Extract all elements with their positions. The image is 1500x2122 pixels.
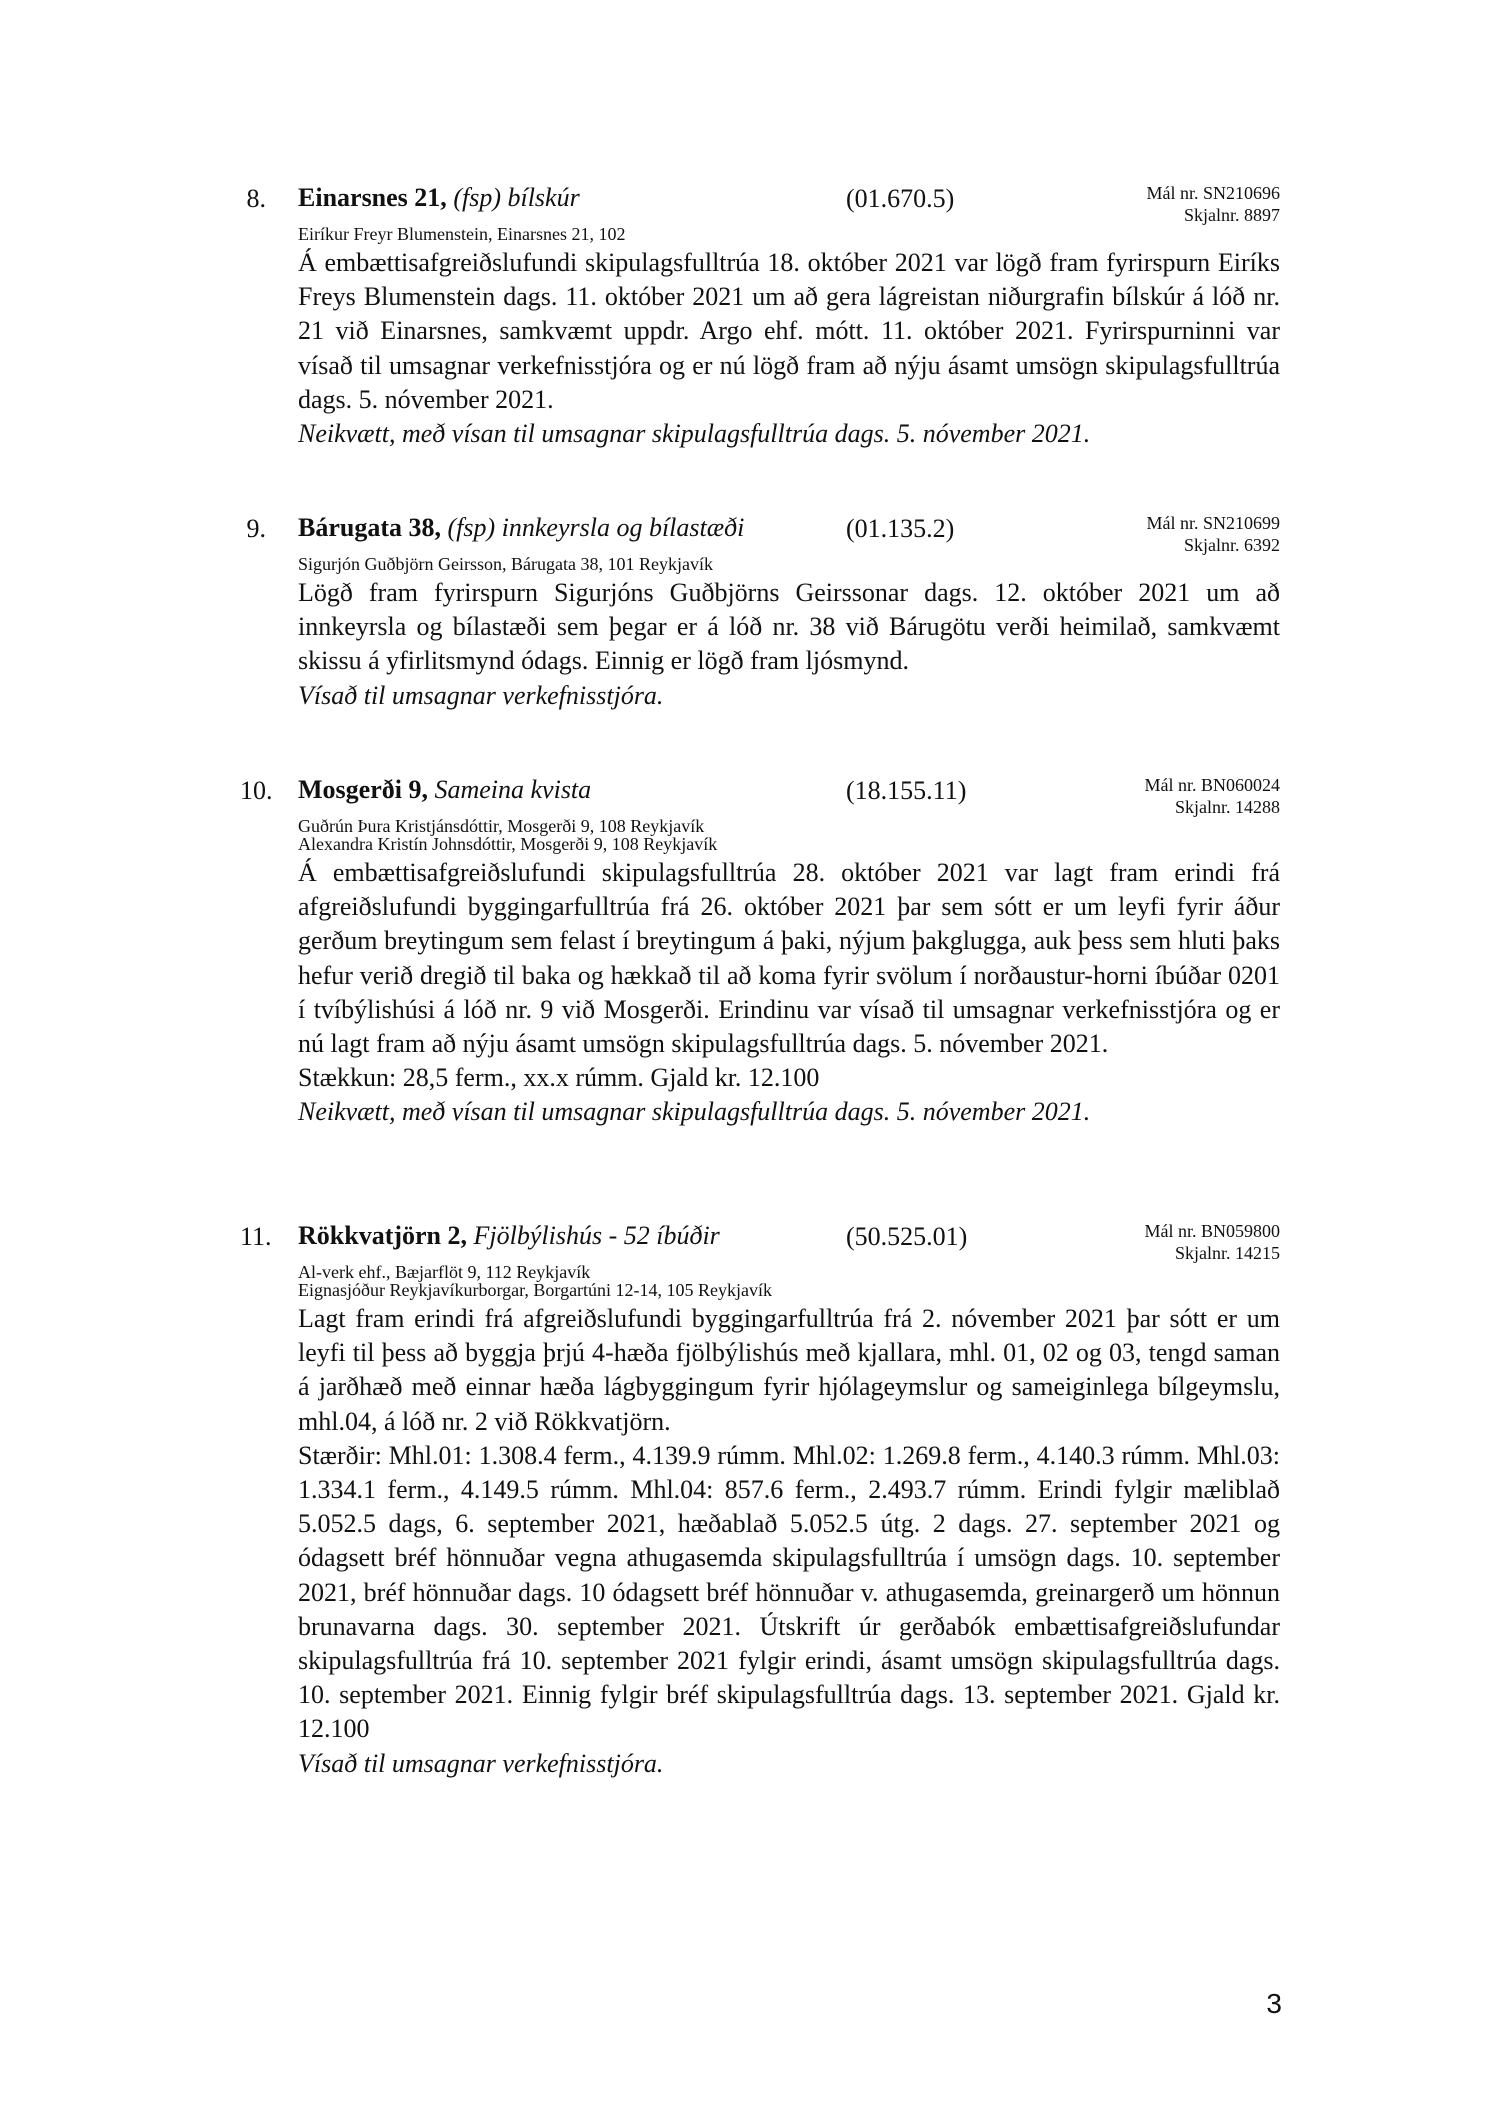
page-number: 3 <box>1266 1988 1282 2019</box>
applicant: Sigurjón Guðbjörn Geirsson, Bárugata 38, 101 Reykjavík <box>298 554 713 574</box>
land-number: (50.525.01) <box>846 1222 968 1251</box>
document-number: Skjalnr. 8897 <box>1183 205 1280 225</box>
item-number: 11. <box>240 1222 272 1251</box>
applicant: Eignasjóður Reykjavíkurborgar, Borgartúni 12-14, 105 Reykjavík <box>298 1280 773 1300</box>
document-number: Skjalnr. 14288 <box>1174 797 1280 817</box>
agenda-item-9 <box>240 508 1280 713</box>
item-description: (fsp) innkeyrsla og bílastæði <box>447 513 745 542</box>
item-body-paragraph: Lögð fram fyrirspurn Sigurjóns Guðbjörns Geirssonar dags. 12. október 2021 um að innkeyrsla og bílastæði sem þegar er á lóð nr. 38 við Bárugötu verði heimilað, samkvæmt skissu á yfirlitsmynd ódags. Einnig er lögð fram ljósmynd. <box>298 578 1280 676</box>
item-title <box>298 775 591 805</box>
agenda-item-10 <box>240 770 1280 1129</box>
item-verdict: Neikvætt, með vísan til umsagnar skipulagsfulltrúa dags. 5. nóvember 2021. <box>298 419 1091 449</box>
item-title <box>298 1221 720 1251</box>
applicant: Alexandra Kristín Johnsdóttir, Mosgerði 9, 108 Reykjavík <box>298 834 718 854</box>
item-address: Einarsnes 21, <box>298 183 447 212</box>
case-number: Mál nr. BN060024 <box>1144 775 1280 795</box>
applicant: Eiríkur Freyr Blumenstein, Einarsnes 21, 102 <box>298 224 626 244</box>
case-references <box>1146 512 1280 556</box>
item-header <box>240 770 1280 818</box>
item-title <box>298 183 580 213</box>
item-extra: Stækkun: 28,5 ferm., xx.x rúmm. Gjald kr. 12.100 <box>298 1063 820 1093</box>
document-number: Skjalnr. 14215 <box>1174 1243 1280 1263</box>
item-body-paragraph: Lagt fram erindi frá afgreiðslufundi byggingarfulltrúa frá 2. nóvember 2021 þar sótt er um leyfi til þess að byggja þrjú 4-hæða fjölbýlishús með kjallara, mhl. 01, 02 og 03, tengd saman á jarðhæð með einnar hæða lágbyggingum fyrir hjólageymslur og sameiginlega bílgeymslu, mhl.04, á lóð nr. 2 við Rökkvatjörn. <box>298 1304 1280 1436</box>
case-references <box>1144 774 1280 818</box>
item-number: 8. <box>246 184 266 213</box>
item-verdict: Neikvætt, með vísan til umsagnar skipulagsfulltrúa dags. 5. nóvember 2021. <box>298 1097 1091 1127</box>
applicant: Al-verk ehf., Bæjarflöt 9, 112 Reykjavík <box>298 1262 591 1282</box>
item-body <box>298 576 1280 679</box>
document-number: Skjalnr. 6392 <box>1183 535 1280 555</box>
item-description: (fsp) bílskúr <box>453 183 580 212</box>
agenda-item-11 <box>240 1216 1280 1781</box>
item-body <box>298 856 1280 1061</box>
item-description: Fjölbýlishús - 52 íbúðir <box>473 1221 720 1250</box>
case-number: Mál nr. BN059800 <box>1144 1221 1280 1241</box>
land-number: (01.135.2) <box>846 514 955 543</box>
item-body-paragraph: Á embættisafgreiðslufundi skipulagsfulltrúa 28. október 2021 var lagt fram erindi frá afgreiðslufundi byggingarfulltrúa frá 26. október 2021 þar sem sótt er um leyfi fyrir áður gerðum breytingum sem felast í breytingum á þaki, nýjum þakglugga, auk þess sem hluti þaks hefur verið dregið til baka og hækkað til að koma fyrir svölum í norðaustur-horni íbúðar 0201 í tvíbýlishúsi á lóð nr. 9 við Mosgerði. Erindinu var vísað til umsagnar verkefnisstjóra og er nú lagt fram að nýju ásamt umsögn skipulagsfulltrúa dags. 5. nóvember 2021. <box>298 858 1280 1059</box>
item-verdict: Vísað til umsagnar verkefnisstjóra. <box>298 680 664 710</box>
case-number: Mál nr. SN210699 <box>1146 513 1280 533</box>
item-number: 9. <box>246 514 266 543</box>
item-body-paragraph: Á embættisafgreiðslufundi skipulagsfulltrúa 18. október 2021 var lögð fram fyrirspurn Eiríks Freys Blumenstein dags. 11. október 2021 um að gera lágreistan niðurgrafin bílskúr á lóð nr. 21 við Einarsnes, samkvæmt uppdr. Argo ehf. mótt. 11. október 2021. Fyrirspurninni var vísað til umsagnar verkefnisstjóra og er nú lögð fram að nýju ásamt umsögn skipulagsfulltrúa dags. 5. nóvember 2021. <box>298 248 1280 414</box>
agenda-item-8 <box>240 178 1280 451</box>
item-description: Sameina kvista <box>434 775 592 804</box>
item-title <box>298 513 744 543</box>
item-address: Rökkvatjörn 2, <box>298 1221 468 1250</box>
item-header <box>240 178 1280 226</box>
item-header <box>240 1216 1280 1264</box>
item-body-paragraph: Stærðir: Mhl.01: 1.308.4 ferm., 4.139.9 rúmm. Mhl.02: 1.269.8 ferm., 4.140.3 rúmm. Mhl.03: 1.334.1 ferm., 4.149.5 rúmm. Mhl.04: 857.6 ferm., 2.493.7 rúmm. Erindi fylgir mæliblað 5.052.5 dags, 6. september 2021, hæðablað 5.052.5 útg. 2 dags. 27. september 2021 og ódagsett bréf hönnuðar vegna athugasemda skipulagsfulltrúa í umsögn dags. 10. september 2021, bréf hönnuðar dags. 10 ódagsett bréf hönnuðar v. athugasemda, greinargerð um hönnun brunavarna dags. 30. september 2021. Útskrift úr gerðabók embættisafgreiðslufundar skipulagsfulltrúa frá 10. september 2021 fylgir erindi, ásamt umsögn skipulagsfulltrúa dags. 10. september 2021. Einnig fylgir bréf skipulagsfulltrúa dags. 13. september 2021. Gjald kr. 12.100 <box>298 1440 1280 1744</box>
applicant: Guðrún Þura Kristjánsdóttir, Mosgerði 9, 108 Reykjavík <box>298 816 705 836</box>
case-number: Mál nr. SN210696 <box>1146 183 1280 203</box>
item-header <box>240 508 1280 556</box>
item-body <box>298 246 1280 417</box>
item-number: 10. <box>240 776 273 805</box>
item-body <box>298 1302 1280 1747</box>
land-number: (01.670.5) <box>846 184 955 213</box>
case-references <box>1144 1220 1280 1264</box>
item-address: Mosgerði 9, <box>298 775 428 804</box>
item-verdict: Vísað til umsagnar verkefnisstjóra. <box>298 1748 664 1778</box>
land-number: (18.155.11) <box>846 776 967 805</box>
item-address: Bárugata 38, <box>298 513 441 542</box>
case-references <box>1146 182 1280 226</box>
